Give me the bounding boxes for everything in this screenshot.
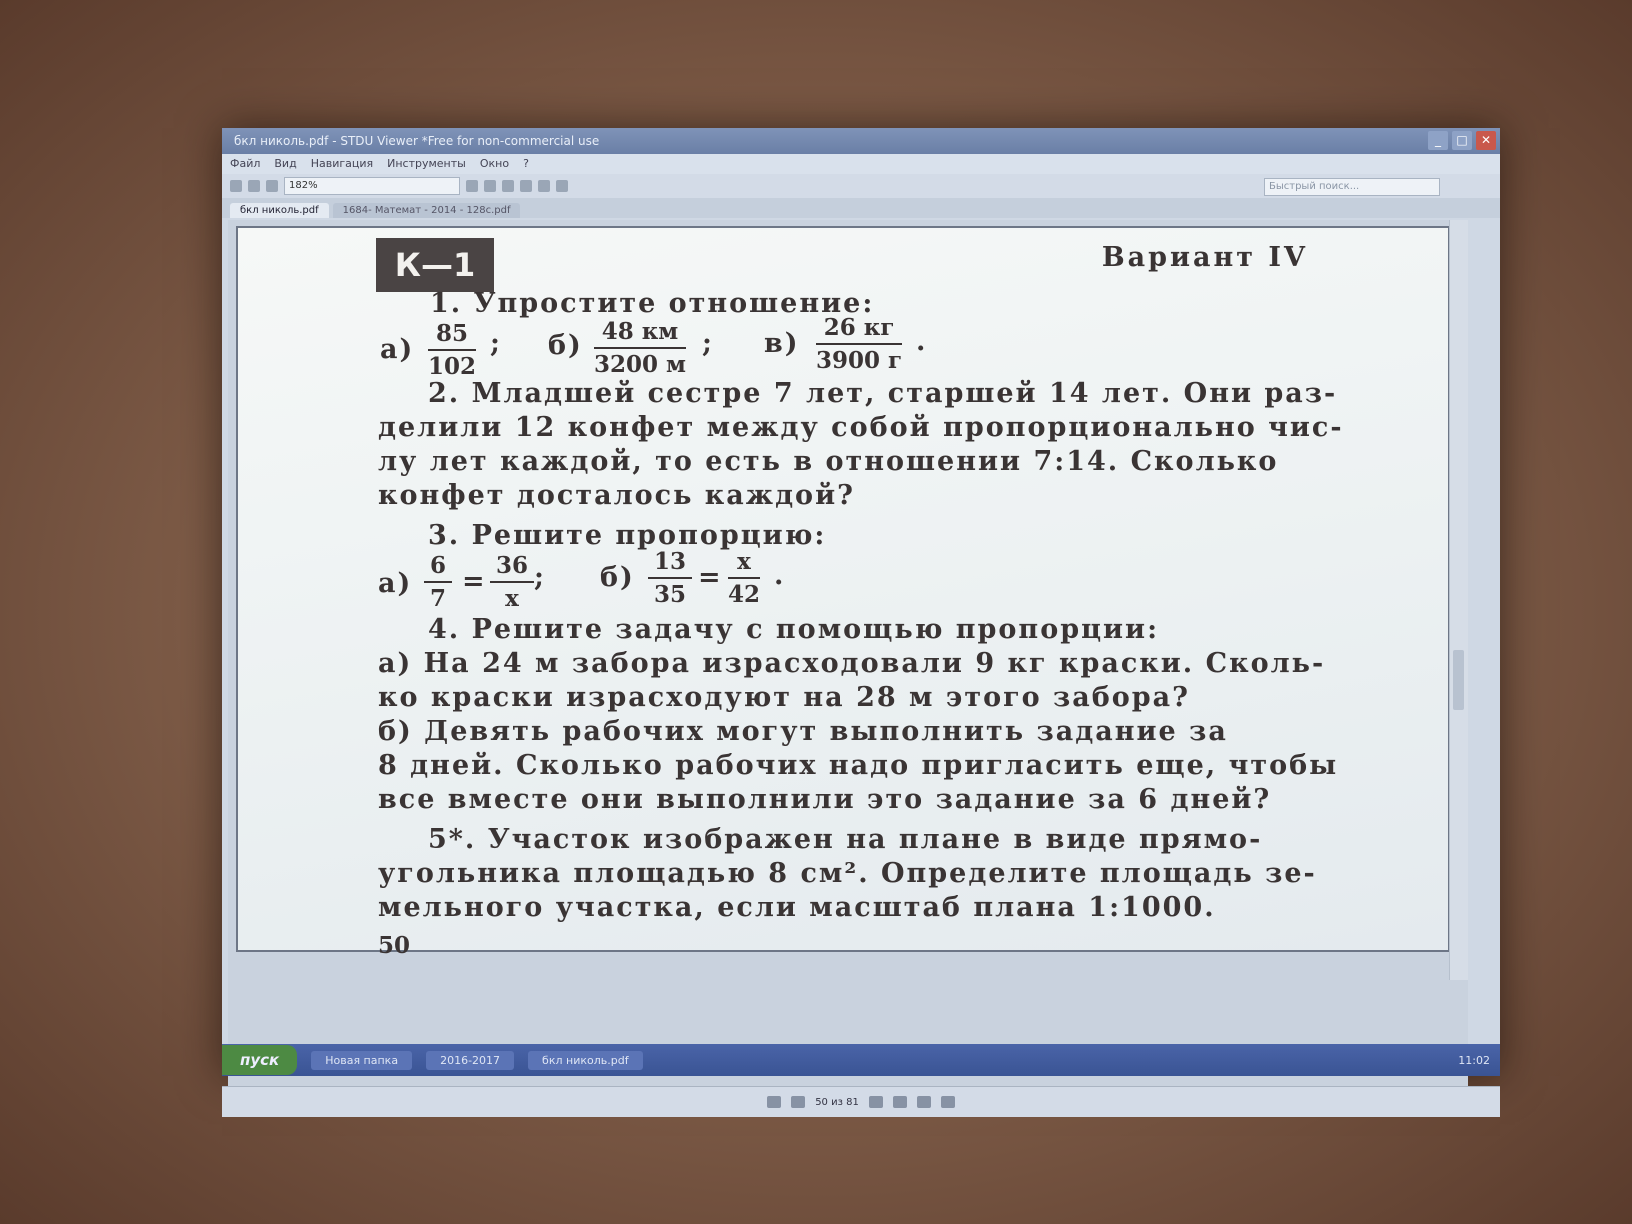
numerator: x <box>728 548 760 579</box>
menu-help[interactable]: ? <box>523 157 529 170</box>
task1-b-fraction <box>594 318 686 378</box>
equals-sign: = <box>698 562 723 593</box>
task3-b-left-fraction <box>648 548 692 608</box>
numerator: 48 км <box>594 318 686 349</box>
separator: ; <box>490 328 502 359</box>
numerator: 13 <box>648 548 692 579</box>
test-badge: К—1 <box>376 238 494 292</box>
task5-line: мельного участка, если масштаб плана 1:1000. <box>378 892 1216 923</box>
task2-line: делили 12 конфет между собой пропорционально чис- <box>378 412 1344 443</box>
forward-icon[interactable] <box>941 1096 955 1108</box>
equals-sign: = <box>462 566 487 597</box>
taskbar-clock: 11:02 <box>1458 1053 1490 1067</box>
maximize-button[interactable]: □ <box>1452 131 1472 150</box>
print-icon[interactable] <box>266 180 278 192</box>
task2-line: 2. Младшей сестре 7 лет, старшей 14 лет. Они раз- <box>428 378 1338 409</box>
task1-c-fraction <box>816 314 902 374</box>
menu-navigation[interactable]: Навигация <box>310 157 374 170</box>
numerator: 6 <box>424 552 452 583</box>
next-page-icon[interactable] <box>869 1096 883 1108</box>
task3-title: 3. Решите пропорцию: <box>428 520 827 551</box>
scrollbar-thumb[interactable] <box>1453 650 1464 710</box>
task2-line: лу лет каждой, то есть в отношении 7:14. Сколько <box>378 446 1279 477</box>
task1-a-fraction <box>428 320 476 380</box>
variant-heading: Вариант IV <box>1101 242 1308 273</box>
zoom-in-icon[interactable] <box>466 180 478 192</box>
task3-b-label: б) <box>600 562 635 593</box>
rotate-icon[interactable] <box>538 180 550 192</box>
tab-bkl-nikol[interactable]: бкл николь.pdf <box>230 203 329 218</box>
prev-page-icon[interactable] <box>791 1096 805 1108</box>
taskbar-item-2016-2017[interactable]: 2016-2017 <box>426 1051 514 1070</box>
document-view <box>228 220 1468 1086</box>
menu-view[interactable]: Вид <box>274 157 297 170</box>
task3-b-right-fraction <box>728 548 760 608</box>
task1-title: 1. Упростите отношение: <box>430 288 875 319</box>
task1-b-label: б) <box>548 330 583 361</box>
quick-search-input[interactable]: Быстрый поиск... <box>1264 178 1440 196</box>
hand-tool-icon[interactable] <box>502 180 514 192</box>
denominator: 102 <box>428 353 477 380</box>
tab-matemat[interactable]: 1684- Математ - 2014 - 128с.pdf <box>333 203 521 218</box>
task1-c-label: в) <box>764 328 800 359</box>
status-bar <box>222 1086 1500 1117</box>
start-button[interactable]: пуск <box>222 1045 297 1075</box>
separator: ; <box>702 328 714 359</box>
task4-line: а) На 24 м забора израсходовали 9 кг краски. Сколь- <box>378 648 1326 679</box>
separator: . <box>916 326 928 357</box>
denominator: 7 <box>430 585 447 612</box>
bookmark-icon[interactable] <box>556 180 568 192</box>
window-titlebar <box>222 128 1500 154</box>
zoom-out-icon[interactable] <box>484 180 496 192</box>
numerator: 85 <box>428 320 476 351</box>
task3-a-label: а) <box>378 568 413 599</box>
taskbar-item-folder[interactable]: Новая папка <box>311 1051 412 1070</box>
open-folder-icon[interactable] <box>230 180 242 192</box>
task4-line: ко краски израсходуют на 28 м этого забора? <box>378 682 1190 713</box>
menu-window[interactable]: Окно <box>479 157 510 170</box>
menu-tools[interactable]: Инструменты <box>387 157 466 170</box>
back-icon[interactable] <box>917 1096 931 1108</box>
close-button[interactable]: ✕ <box>1476 131 1496 150</box>
task4-line: все вместе они выполнили это задание за 6 дней? <box>378 784 1272 815</box>
numerator: 26 кг <box>816 314 902 345</box>
page-indicator[interactable]: 50 из 81 <box>815 1096 859 1108</box>
menu-file[interactable]: Файл <box>230 157 261 170</box>
task5-line: 5*. Участок изображен на плане в виде прямо- <box>428 824 1263 855</box>
document-tabs <box>222 198 1500 218</box>
task2-line: конфет досталось каждой? <box>378 480 855 511</box>
separator: . <box>774 560 786 591</box>
toolbar <box>222 174 1500 198</box>
first-page-icon[interactable] <box>767 1096 781 1108</box>
denominator: 3200 м <box>594 351 686 378</box>
task1-a-label: а) <box>380 334 415 365</box>
zoom-select[interactable]: 182% <box>284 177 460 195</box>
windows-taskbar <box>222 1044 1500 1076</box>
vertical-scrollbar[interactable] <box>1449 220 1468 980</box>
denominator: 35 <box>654 581 687 608</box>
taskbar-item-pdf[interactable]: бкл николь.pdf <box>528 1051 643 1070</box>
monitor-screen <box>222 128 1500 1108</box>
task4-line: 4. Решите задачу с помощью пропорции: <box>428 614 1160 645</box>
task3-a-right-fraction <box>490 552 534 612</box>
separator: ; <box>534 562 546 593</box>
menu-bar <box>222 154 1500 174</box>
page-number: 50 <box>378 932 411 959</box>
task4-line: б) Девять рабочих могут выполнить задание за <box>378 716 1228 747</box>
task5-line: угольника площадью 8 см². Определите площадь зе- <box>378 858 1317 889</box>
select-tool-icon[interactable] <box>520 180 532 192</box>
pdf-page <box>236 226 1450 959</box>
save-icon[interactable] <box>248 180 260 192</box>
denominator: x <box>505 585 519 612</box>
task4-line: 8 дней. Сколько рабочих надо пригласить еще, чтобы <box>378 750 1339 781</box>
denominator: 3900 г <box>816 347 903 374</box>
window-title: бкл николь.pdf - STDU Viewer *Free for non-commercial use <box>234 134 600 148</box>
last-page-icon[interactable] <box>893 1096 907 1108</box>
task3-a-left-fraction <box>424 552 452 612</box>
minimize-button[interactable]: _ <box>1428 131 1448 150</box>
numerator: 36 <box>490 552 534 583</box>
denominator: 42 <box>728 581 761 608</box>
